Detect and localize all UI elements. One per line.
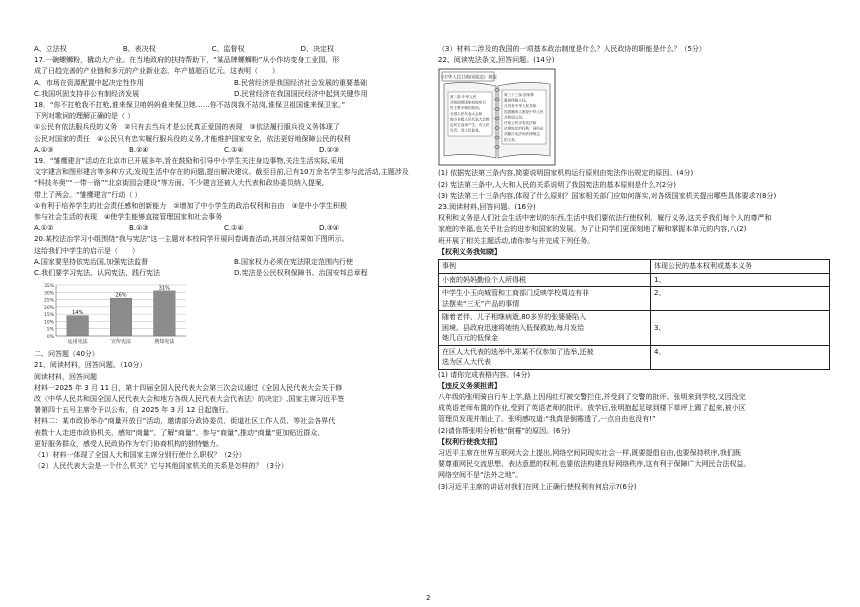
- q18-stem: 18．“你不扛枪我不扛枪,谁来保卫咱妈妈谁来保卫她……你不站岗我不站岗,谁保卫祖国谁来保卫家。”: [34, 101, 346, 110]
- option: D.宪法是公民权利保障书、治国安邦总章程: [234, 269, 368, 278]
- article33-line: 第三十三条 国家尊: [504, 93, 534, 98]
- y-tick-label: 25%: [43, 298, 54, 304]
- rights-duties-table: [438, 259, 830, 370]
- q18-item: 公民对国家的责任 ④公民只有忠实履行服兵役的义务,才能维护国家安全，依法更好地保障公民的权利: [34, 134, 351, 143]
- q21-material1: 署第四十五号主席令予以公布，自 2025 年 3 月 12 日起施行。: [34, 406, 233, 415]
- article33-line: 重和保障人权。: [504, 99, 530, 104]
- q21-question: （1）材料一体现了全国人大和国家主席分别行使什么职权？（2分）: [34, 451, 246, 460]
- article33-line: 共和国公民。: [504, 115, 526, 120]
- option: C、监督权: [211, 45, 245, 53]
- bar: [110, 298, 132, 336]
- y-tick-label: 30%: [43, 291, 54, 297]
- table-cell-event: [439, 287, 651, 311]
- q20-options: [34, 268, 434, 279]
- article3-line: 地方各级人民代表大会都: [450, 117, 490, 122]
- q23-question: (2)请你帮张明分析他“倒霉”的原因。(6分): [438, 426, 571, 435]
- y-tick-label: 10%: [43, 320, 54, 326]
- data-label: 14%: [72, 310, 84, 317]
- q17-stem: 成了日趋完善的产业链和多元的产业新业态，年产值超百亿元。这表明（ ）: [34, 67, 279, 76]
- table-cell-event: [439, 311, 651, 346]
- article33-line: 凡具有中华人民共和: [504, 104, 537, 109]
- option: D.民营经济在我国国民经济中起到关键作用: [234, 89, 368, 98]
- option: B.民营经济是我国经济社会发展的重要基础: [234, 78, 368, 87]
- option: A.国家要坚持依宪治国,加强宪法监督: [34, 257, 149, 266]
- article3-line: 民主集中制的原则。: [450, 106, 483, 111]
- table-cell-answer[interactable]: 4、: [651, 345, 830, 369]
- task-heading: 【权利行使我支招】: [438, 437, 501, 446]
- task-heading: 【违反义务须担责】: [438, 381, 501, 390]
- option: A.①③: [34, 145, 54, 154]
- table-row: [439, 287, 830, 311]
- x-tick-label: 熟知宪法: [154, 339, 175, 346]
- option: C.①④: [224, 145, 244, 154]
- book-header: 《中华人民共和国宪法》规定: [438, 75, 498, 81]
- cell-line: 中学生小玉向城管和工商部门反映学校周边有非: [442, 289, 589, 298]
- table-cell-event: [439, 273, 651, 287]
- right-column: [438, 44, 833, 493]
- chart-svg: [34, 281, 194, 347]
- article33-line: 任何公民享有宪法和: [504, 121, 537, 126]
- task-heading: 【权利义务我知晓】: [438, 247, 501, 256]
- task3-text: 网络空间不是“法外之地”。: [438, 471, 523, 480]
- q21-material1: 材料一2025 年 3 月 11 日，第十四届全国人民代表大会第三次会议通过《全国人民代表大会关于修: [34, 383, 343, 392]
- table-cell-event: [439, 345, 651, 369]
- q19-item: ①有利于培养学生的社会责任感和创新能力 ②增加了中小学生的政治权利和自由 ③是中小学生积极: [34, 201, 347, 210]
- q23-intro: 班开展了相关主题活动,请你参与并完成下列任务。: [438, 236, 595, 245]
- y-tick-label: 0%: [46, 335, 54, 341]
- table-header: 事例: [439, 260, 651, 274]
- option: C.我国巩固支持非公有制经济发展: [34, 89, 140, 98]
- bar: [154, 291, 176, 336]
- y-tick-label: 20%: [43, 306, 54, 312]
- article3-line: 第三条 中华人民: [450, 95, 477, 100]
- q22-title: 22、阅读宪法条文,回答问题。(14分): [438, 56, 555, 65]
- q19-stem: 带上了两会。“雏鹰建言”行动（ ）: [34, 190, 142, 199]
- option: A、立法权: [34, 45, 67, 53]
- q23-question: (3)习近平主席的讲话对我们在网上正确行使权利有何启示?(6分): [438, 482, 637, 491]
- q18-item: ①公民有依法服兵役的义务 ②只有去当兵才是公民真正爱国的表现 ③依法履行服兵役义务体现了: [34, 123, 340, 132]
- task2-text: 八年级的张明骑自行车上学,路上因闯红灯被交警拦住,并受到了交警的批评。张明来到学校,又因没完: [438, 392, 746, 401]
- cell-line: 困境。县政府迅速将她纳入低保救助,每月发给: [442, 323, 585, 332]
- q22-question: (3) 宪法第三十三条内容,体现了什么原则？国家相关部门应如何落实,对各级国家机关提出哪些具体要求?(8分): [438, 191, 777, 200]
- q20-stem: 20.某校法治学习小组围绕“我与宪法”这一主题对本校同学开展问卷调查活动,其部分结果如下图所示。: [34, 235, 349, 244]
- bar: [67, 316, 89, 336]
- q17-stem: 17.一碗螺蛳粉，撬动大产业。在当地政府的扶持帮助下，“某品牌螺蛳粉”从小作坊变身工业园，形: [34, 56, 340, 65]
- q21-material2: 表数十人走进市政协机关，感知“商量”、了解“商量”、参与“商量”,推动“商量”更加贴近群众、: [34, 428, 325, 437]
- section-title: 二、问答题（40分）: [34, 350, 99, 359]
- article33-line: 须履行宪法和法律规定: [504, 132, 540, 137]
- q21-title: 21、阅读材料，回答问题。（10分）: [34, 361, 147, 370]
- article3-line: 负责，受人民监督。: [450, 129, 483, 134]
- article3-line: 全国人民代表大会和: [450, 112, 483, 117]
- q18-stem: 下列对歌词的理解正确的是（ ）: [34, 112, 135, 121]
- q21-material2: 更好服务群众，感受人民政协作为专门协商机构的独特魅力。: [34, 439, 223, 448]
- survey-bar-chart: [34, 281, 194, 347]
- option: B.国家权力必须在宪法限定范围内行使: [234, 257, 354, 266]
- y-tick-label: 15%: [43, 313, 54, 319]
- data-label: 31%: [158, 285, 170, 292]
- table-row: [439, 273, 830, 287]
- article3-line: 共和国的国家机构实行: [450, 101, 486, 106]
- q21-sub: 阅读材料，回答问题: [34, 372, 97, 381]
- cell-line: 法摆卖“三无”产品的事情: [442, 299, 520, 308]
- q23-intro: 权利和义务是人们社会生活中密切的东西,生活中我们要依法行使权利、履行义务,这关乎我们每个人的尊严和: [438, 214, 772, 223]
- table-header-row: [439, 260, 830, 274]
- article33-line: 法律规定的权利，同时必: [504, 127, 544, 132]
- option: A.①②: [34, 224, 54, 233]
- q21-material1: 改〈中华人民共和国全国人民代表大会和地方各级人民代表大会代表法〉的决定》,国家主席习近平签: [34, 395, 345, 404]
- option: D、决定权: [300, 45, 334, 53]
- y-tick-label: 35%: [43, 284, 54, 290]
- q19-stem: “科技冬奥”“一带一路”“北京街园会建设”等方面。不少建言还被人大代表和政协委员纳入提案,: [34, 179, 324, 188]
- page-number: 2: [426, 594, 431, 602]
- left-column: [34, 44, 434, 473]
- q20-options: [34, 257, 434, 268]
- q21-material2: 材料二：某市政协举办“商量开放日”活动，邀请部分政协委员、街道社区工作人员、等社会各界代: [34, 417, 336, 426]
- article3-line: 由民主选举产生，对人民: [450, 123, 490, 128]
- cell-line: 选为区人大代表: [442, 358, 491, 367]
- option: C.我们要学习宪法、认同宪法、践行宪法: [34, 269, 161, 278]
- data-label: 26%: [115, 292, 127, 299]
- cell-line: 她几百元的低保金: [442, 334, 498, 343]
- q23-title: 23.阅读材料,回答问题。(16分): [438, 203, 536, 212]
- q18-options: [34, 145, 434, 156]
- x-tick-label: 运用宪法: [67, 339, 88, 346]
- option: C.①④: [224, 224, 244, 233]
- table-cell-answer[interactable]: 1、: [651, 273, 830, 287]
- table-row: [439, 345, 830, 369]
- q17-options: [34, 89, 434, 100]
- q17-options: [34, 78, 434, 89]
- q23-question: (1) 请你完成表格内容。(4分): [438, 370, 531, 379]
- y-tick-label: 5%: [46, 327, 54, 333]
- task2-text: 管理员发现并制止了。张明感叹道:“我真是倒霉透了,一点自由也没有!”: [438, 415, 656, 424]
- table-header: 体现公民的基本权利或基本义务: [651, 260, 830, 274]
- q23-intro: 家庭的幸福,也关乎社会的进步和国家的发展。为了让同学们更深刻地了解和掌握本单元的内容,八(2): [438, 225, 747, 234]
- q21-question: （2）人民代表大会是一个什么机关？它与其他国家机关的关系是怎样的？（3分）: [34, 462, 288, 471]
- q21-question: （3）材料二涉及的我国的一项基本政治制度是什么？人民政协的职能是什么？（5分）: [438, 45, 706, 53]
- task2-text: 成英语老师布置的作业,受到了英语老师的批评。放学后,张明抱起足球到楼下草坪上踢了起来,被小区: [438, 404, 746, 413]
- q19-stem: 19．“雏鹰建言”活动在北京市已开展多年,旨在鼓励和引导中小学生关注身边事物,关注生活实际,采用: [34, 157, 344, 166]
- q19-stem: 文字建言和图形建言等多种方式,发现生活中存在的问题,提出解决建议。截至目前,已有10万余名学生参与此活动,主题涉及: [34, 168, 409, 177]
- cell-line: 在区人大代表的选举中,郑某不仅参加了选举,还被: [442, 347, 594, 356]
- q22-question: (2) 宪法第三条中,人大和人民的关系说明了我国宪法的基本原则是什么?(2分): [438, 180, 676, 189]
- article33-line: 的义务。: [504, 138, 519, 143]
- cell-line: 小南的妈妈勤俭个人所得税: [442, 275, 526, 284]
- option: D.③④: [319, 224, 340, 233]
- task3-text: 习近平主席在世界互联网大会上提出,网络空间同现实社会一样,既要提倡自由,也要保持秩序,我们既: [438, 448, 741, 457]
- q20-stem: 这给我们中学生的启示是（ ）: [34, 246, 139, 255]
- task3-text: 要尊重网民交流思想、表达意愿的权利,也要依法构建良好网络秩序,这有利于保障广大网民合法权益。: [438, 460, 751, 469]
- constitution-book-figure: [438, 68, 833, 166]
- q22-question: (1) 依据宪法第三条内容,简要说明国家机构运行原则由宪法作出规定的原因。(4分): [438, 169, 694, 178]
- option: D.②③: [319, 145, 340, 154]
- option: A．市场在资源配置中起决定性作用: [34, 78, 144, 87]
- q19-options: [34, 223, 434, 234]
- x-tick-label: 宣传宪法: [110, 339, 132, 346]
- table-cell-answer[interactable]: 3、: [651, 311, 830, 346]
- option: B.①③: [129, 224, 149, 233]
- table-cell-answer[interactable]: 2、: [651, 287, 830, 311]
- q16-options: [34, 44, 334, 55]
- q19-item: 参与社会生活的表现 ④使学生能够直接管理国家和社会事务: [34, 213, 223, 222]
- cell-line: 随着老伴、儿子相继病逝,80多岁的张婆婆陷入: [442, 313, 587, 322]
- article33-line: 国国籍的人都是中华人民: [504, 110, 544, 115]
- table-row: [439, 311, 830, 346]
- option: B、表决权: [122, 45, 156, 53]
- option: B.②④: [129, 145, 149, 154]
